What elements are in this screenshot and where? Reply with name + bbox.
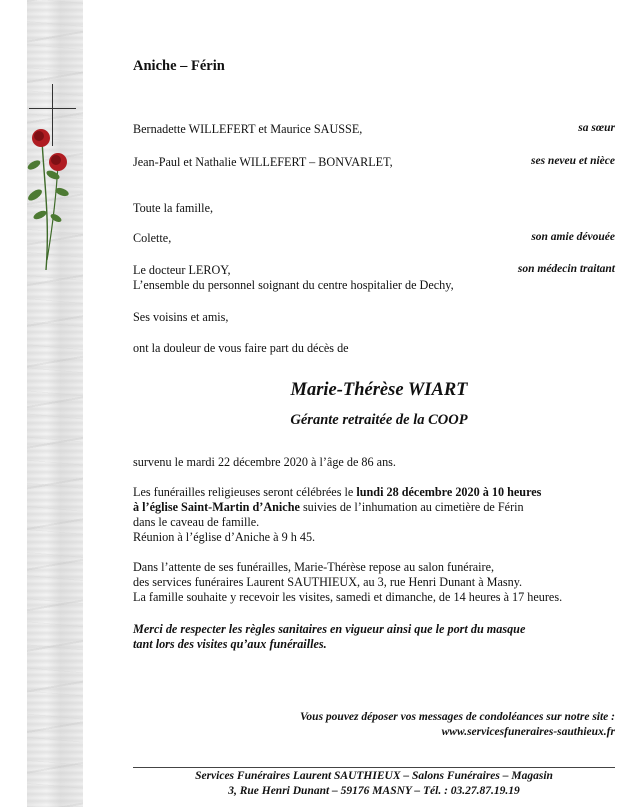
wake-line-2: des services funéraires Laurent SAUTHIEUX, au 3, rue Henri Dunant à Masny.: [133, 575, 523, 589]
funeral-line-1: [133, 485, 541, 500]
medical-staff-line: L’ensemble du personnel soignant du centre hospitalier de Dechy,: [133, 278, 454, 292]
cross-bar: [29, 108, 76, 109]
funeral-text: Les funérailles religieuses seront célébrées le: [133, 485, 357, 499]
footer-company: Services Funéraires Laurent SAUTHIEUX – Salons Funéraires – Magasin: [195, 770, 553, 782]
condolences-website-link[interactable]: www.servicesfuneraires-sauthieux.fr: [441, 726, 615, 738]
footer-address: 3, Rue Henri Dunant – 59176 MASNY – Tél. : 03.27.87.19.19: [228, 785, 520, 797]
deceased-title: Gérante retraitée de la COOP: [290, 412, 468, 428]
funeral-date: lundi 28 décembre 2020 à 10 heures: [356, 485, 542, 499]
sanitary-line-2: tant lors des visites qu’aux funérailles.: [133, 637, 327, 651]
doctor-name: Le docteur LEROY,: [133, 263, 231, 277]
friend-name: Colette,: [133, 231, 172, 245]
friend-relation: son amie dévouée: [531, 231, 615, 243]
wake-line-1: Dans l’attente de ses funérailles, Marie-Thérèse repose au salon funéraire,: [133, 560, 495, 574]
funeral-text: suivies de l’inhumation au cimetière de Férin: [299, 500, 524, 514]
neighbors-line: Ses voisins et amis,: [133, 310, 229, 324]
family-member-relation: sa sœur: [578, 122, 615, 134]
family-member-name: Bernadette WILLEFERT et Maurice SAUSSE,: [133, 122, 363, 136]
funeral-line-3: dans le caveau de famille.: [133, 515, 260, 529]
funeral-church: à l’église Saint-Martin d’Aniche: [133, 500, 300, 514]
whole-family-line: Toute la famille,: [133, 201, 214, 215]
wake-line-3: La famille souhaite y recevoir les visites, samedi et dimanche, de 14 heures à 17 heures.: [133, 590, 563, 604]
funeral-line-4: Réunion à l’église d’Aniche à 9 h 45.: [133, 530, 316, 544]
sanitary-line-1: Merci de respecter les règles sanitaires en vigueur ainsi que le port du masque: [133, 622, 526, 636]
footer-divider: [133, 767, 615, 768]
doctor-relation: son médecin traitant: [517, 263, 615, 275]
funeral-line-2: [133, 500, 524, 515]
death-date-line: survenu le mardi 22 décembre 2020 à l’âge de 86 ans.: [133, 455, 396, 469]
page-title: Aniche – Férin: [133, 58, 225, 74]
condolences-line: Vous pouvez déposer vos messages de condoléances sur notre site :: [300, 711, 615, 723]
rose-icon: [20, 120, 90, 270]
family-member-name: Jean-Paul et Nathalie WILLEFERT – BONVARLET,: [133, 155, 393, 169]
announcement-line: ont la douleur de vous faire part du décès de: [133, 341, 349, 355]
deceased-name: Marie-Thérèse WIART: [290, 380, 468, 400]
family-member-relation: ses neveu et nièce: [531, 155, 615, 167]
